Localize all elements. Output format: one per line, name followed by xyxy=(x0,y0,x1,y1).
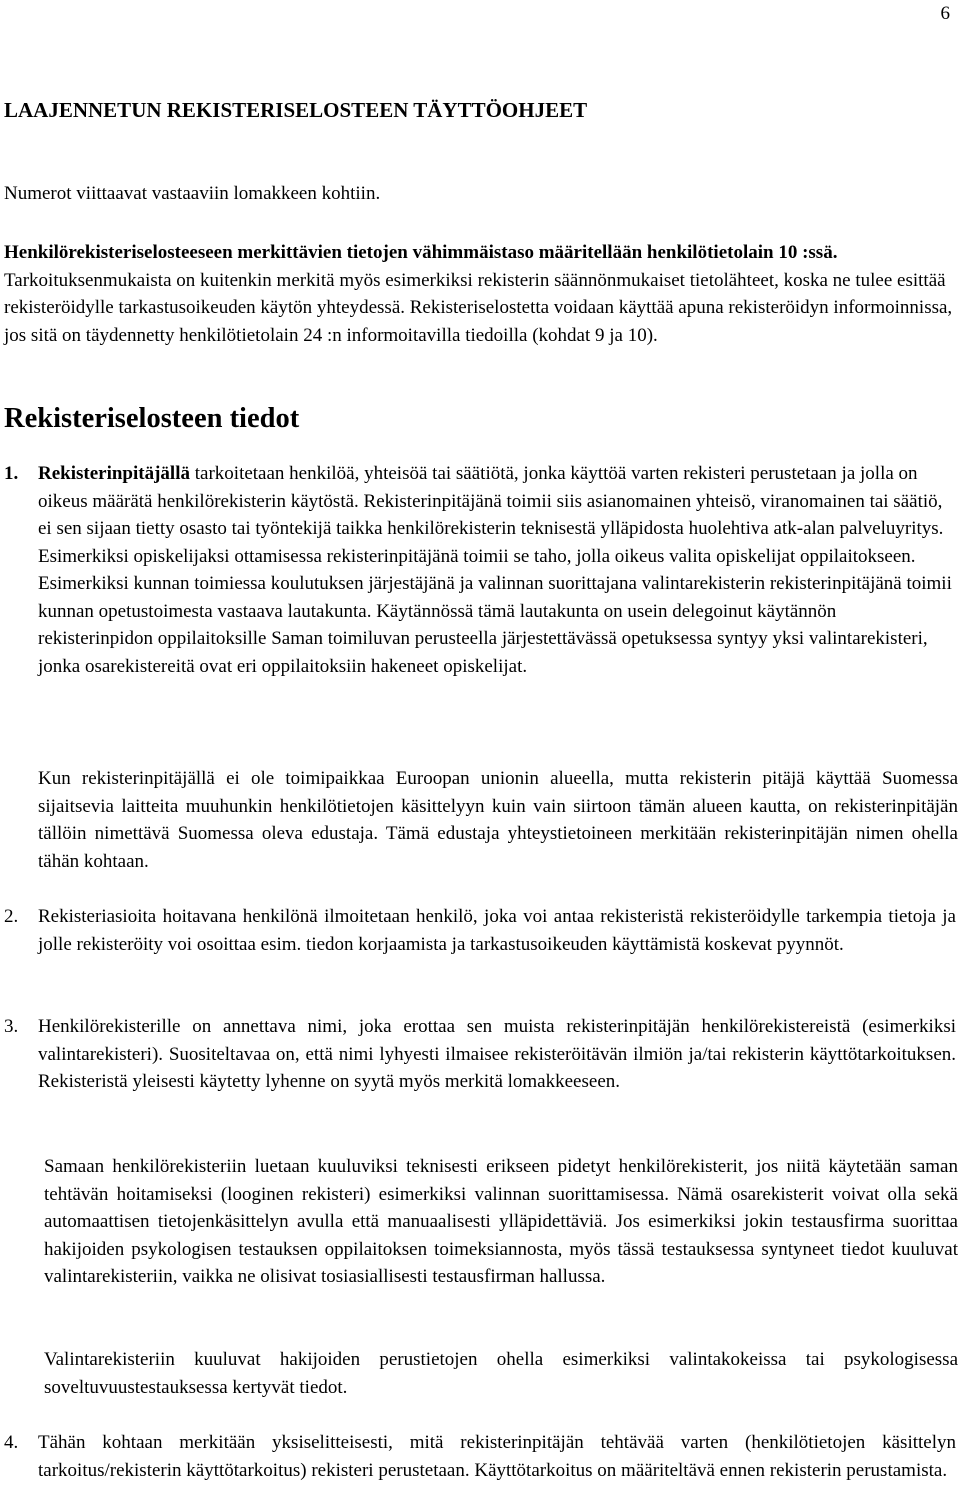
intro-body-text: Tarkoituksenmukaista on kuitenkin merkitä myös esimerkiksi rekisterin säännönmukaiset tietolähteet, koska ne tulee esittää rekisteröidylle tarkastusoikeuden käytön yhteydessä. Rekisteriselostetta voidaan käyttää apuna rekisteröidyn informoinnissa, jos sitä on täydennetty henkilötietolain 24 :n informoitavilla tiedoilla (kohdat 9 ja 10). xyxy=(4,269,953,346)
document-title: LAAJENNETUN REKISTERISELOSTEEN TÄYTTÖOHJEET xyxy=(4,98,588,122)
page-number: 6 xyxy=(940,3,950,24)
intro-paragraph xyxy=(4,239,956,349)
item-4-number: 4. xyxy=(4,1432,19,1453)
item-4-text: Tähän kohtaan merkitään yksiselitteisesti, mitä rekisterinpitäjän tehtävää varten (henkilötietojen käsittelyn tarkoitus/rekisterin käyttötarkoitus) rekisteri perustetaan. Käyttötarkoitus on määriteltävä ennen rekisterin perustamista. xyxy=(38,1432,956,1481)
intro-line: Numerot viittaavat vastaaviin lomakkeen kohtiin. xyxy=(4,183,381,204)
item-1 xyxy=(4,460,956,680)
item-2-number: 2. xyxy=(4,906,19,927)
item-1-text xyxy=(38,460,956,680)
item-3 xyxy=(4,1013,956,1096)
item-2-text: Rekisteriasioita hoitavana henkilönä ilmoitetaan henkilö, joka voi antaa rekisteristä rekisteröidylle tarkempia tietoja ja jolle rekisteröity voi osoittaa esim. tiedon korjaamista ja tarkastusoikeuden käyttämistä koskevat pyynnöt. xyxy=(38,906,956,955)
item-3-paragraph-3: Valintarekisteriin kuuluvat hakijoiden perustietojen ohella esimerkiksi valintakokeissa tai psykologisessa soveltuvuustestauksessa kertyvät tiedot. xyxy=(44,1349,958,1398)
item-3-number: 3. xyxy=(4,1016,19,1037)
item-1-extra-paragraph: Kun rekisterinpitäjällä ei ole toimipaikkaa Euroopan unionin alueella, mutta rekisterin pitäjä käyttää Suomessa sijaitsevia laitteita muuhunkin henkilötietojen käsittelyyn kuin vain siirtoon tämän alueen kautta, on rekisterinpitäjän tällöin nimettävä Suomessa oleva edustaja. Tämä edustaja yhteystietoineen merkitään rekisterinpitäjän nimen ohella tähän kohtaan. xyxy=(38,768,958,872)
item-1-body: tarkoitetaan henkilöä, yhteisöä tai säätiötä, jonka käyttöä varten rekisteri perustetaan ja jolla on oikeus määrätä henkilörekisterin käytöstä. Rekisterinpitäjänä toimii siis asianomainen yhteisö, viranomainen tai säätiö, ei sen sijaan tietty osasto tai työntekijä taikka henkilörekisterin teknisestä ylläpidosta huolehtiva atk-alan palveluyritys. Esimerkiksi opiskelijaksi ottamisessa rekisterinpitäjänä toimii se taho, jolla oikeus valita opiskelijat oppilaitokseen. Esimerkiksi kunnan toimiessa koulutuksen järjestäjänä ja valinnan suorittajana valintarekisterin rekisterinpitäjänä toimii kunnan opetustoimesta vastaava lautakunta. Käytännössä tämä lautakunta on usein delegoinut käytännön rekisterinpidon oppilaitoksille Saman toimiluvan perusteella järjestettävässä opetuksessa syntyy yksi valintarekisteri, jonka osarekistereitä ovat eri oppilaitoksiin hakeneet opiskelijat. xyxy=(38,463,952,677)
section-heading: Rekisteriselosteen tiedot xyxy=(4,403,300,434)
item-3-paragraph-2: Samaan henkilörekisteriin luetaan kuuluviksi teknisesti erikseen pidetyt henkilörekisterit, jos niitä käytetään saman tehtävän hoitamiseksi (looginen rekisteri) esimerkiksi valinnan suorittamisessa. Nämä osarekisterit voivat olla sekä automaattisen tietojenkäsittelyn avulla että manuaalisesti ylläpidettäviä. Jos esimerkiksi jokin testausfirma suorittaa hakijoiden psykologisen testauksen oppilaitoksen toimeksiannosta, myös tässä testauksessa syntyneet tiedot kuuluvat valintarekisteriin, vaikka ne olisivat tosiasiallisesti testausfirman hallussa. xyxy=(44,1156,958,1287)
item-4 xyxy=(4,1429,956,1484)
item-1-number: 1. xyxy=(4,463,19,484)
item-3-text: Henkilörekisterille on annettava nimi, joka erottaa sen muista rekisterinpitäjän henkilörekistereistä (esimerkiksi valintarekisteri). Suositeltavaa on, että nimi lyhyesti ilmaisee rekisteröitävän ilmiön ja/tai rekisterin käyttötarkoituksen. Rekisteristä yleisesti käytetty lyhenne on syytä myös merkitä lomakkeeseen. xyxy=(38,1016,956,1092)
item-2 xyxy=(4,903,956,958)
intro-bold-text: Henkilörekisteriselosteeseen merkittävien tietojen vähimmäistaso määritellään henkilötietolain 10 :ssä. xyxy=(4,242,838,263)
item-1-term: Rekisterinpitäjällä xyxy=(38,463,190,484)
